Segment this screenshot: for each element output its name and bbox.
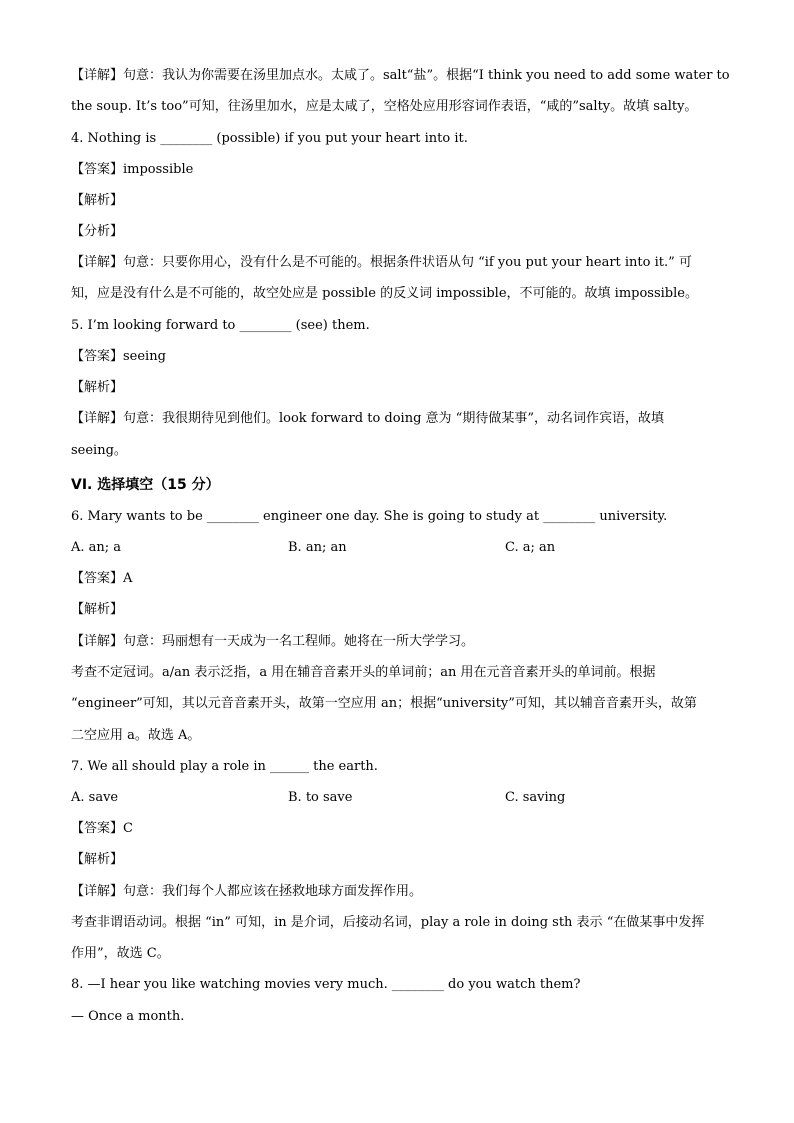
explanation-line: 考查非谓语动词。根据 “in” 可知，in 是介词，后接动名词，play a role in doing sth 表示 “在做某事中发挥 xyxy=(71,915,705,930)
answer-label: 【答案】A xyxy=(71,571,133,586)
answer-label: 【答案】impossible xyxy=(71,162,194,177)
explanation-line: 【详解】句意：只要你用心，没有什么是不可能的。根据条件状语从句 “if you put your heart into it.” 可 xyxy=(71,255,692,270)
analysis-label: 【解析】 xyxy=(71,602,124,617)
option-c: C. saving xyxy=(505,790,566,805)
question-4: 4. Nothing is ________ (possible) if you put your heart into it. xyxy=(71,131,468,146)
option-b: B. to save xyxy=(288,790,353,805)
question-5: 5. I’m looking forward to ________ (see) them. xyxy=(71,318,370,333)
section-heading: VI. 选择填空（15 分） xyxy=(71,477,220,493)
answer-label: 【答案】C xyxy=(71,821,133,836)
explanation-line: 【详解】句意：玛丽想有一天成为一名工程师。她将在一所大学学习。 xyxy=(71,634,475,649)
question-7: 7. We all should play a role in ______ the earth. xyxy=(71,759,378,774)
question-8-reply: — Once a month. xyxy=(71,1009,185,1024)
question-8: 8. —I hear you like watching movies very much. ________ do you watch them? xyxy=(71,977,581,992)
explanation-line: 【详解】句意：我认为你需要在汤里加点水。太咸了。salt“盐”。根据“I think you need to add some water to xyxy=(71,68,730,83)
explanation-line: 二空应用 a。故选 A。 xyxy=(71,728,201,743)
option-a: A. an; a xyxy=(71,540,122,555)
analysis-label: 【分析】 xyxy=(71,224,124,239)
question-6: 6. Mary wants to be ________ engineer one day. She is going to study at ________ university. xyxy=(71,509,668,524)
explanation-line: 作用”，故选 C。 xyxy=(71,946,170,961)
analysis-label: 【解析】 xyxy=(71,852,124,867)
explanation-line: “engineer”可知，其以元音音素开头，故第一空应用 an；根据“university”可知，其以辅音音素开头，故第 xyxy=(71,696,697,711)
option-c: C. a; an xyxy=(505,540,556,555)
explanation-line: 【详解】句意：我很期待见到他们。look forward to doing 意为 “期待做某事”，动名词作宾语，故填 xyxy=(71,411,664,426)
explanation-line: 知，应是没有什么是不可能的，故空处应是 possible 的反义词 impossible，不可能的。故填 impossible。 xyxy=(71,286,698,301)
option-b: B. an; an xyxy=(288,540,347,555)
explanation-line: 考查不定冠词。a/an 表示泛指，a 用在辅音音素开头的单词前；an 用在元音音素开头的单词前。根据 xyxy=(71,665,656,680)
explanation-line: seeing。 xyxy=(71,443,127,458)
analysis-label: 【解析】 xyxy=(71,380,124,395)
option-a: A. save xyxy=(71,790,119,805)
answer-label: 【答案】seeing xyxy=(71,349,166,364)
explanation-line: the soup. It’s too”可知，往汤里加水，应是太咸了，空格处应用形容词作表语，“咸的”salty。故填 salty。 xyxy=(71,99,698,114)
explanation-line: 【详解】句意：我们每个人都应该在拯救地球方面发挥作用。 xyxy=(71,884,423,899)
analysis-label: 【解析】 xyxy=(71,193,124,208)
